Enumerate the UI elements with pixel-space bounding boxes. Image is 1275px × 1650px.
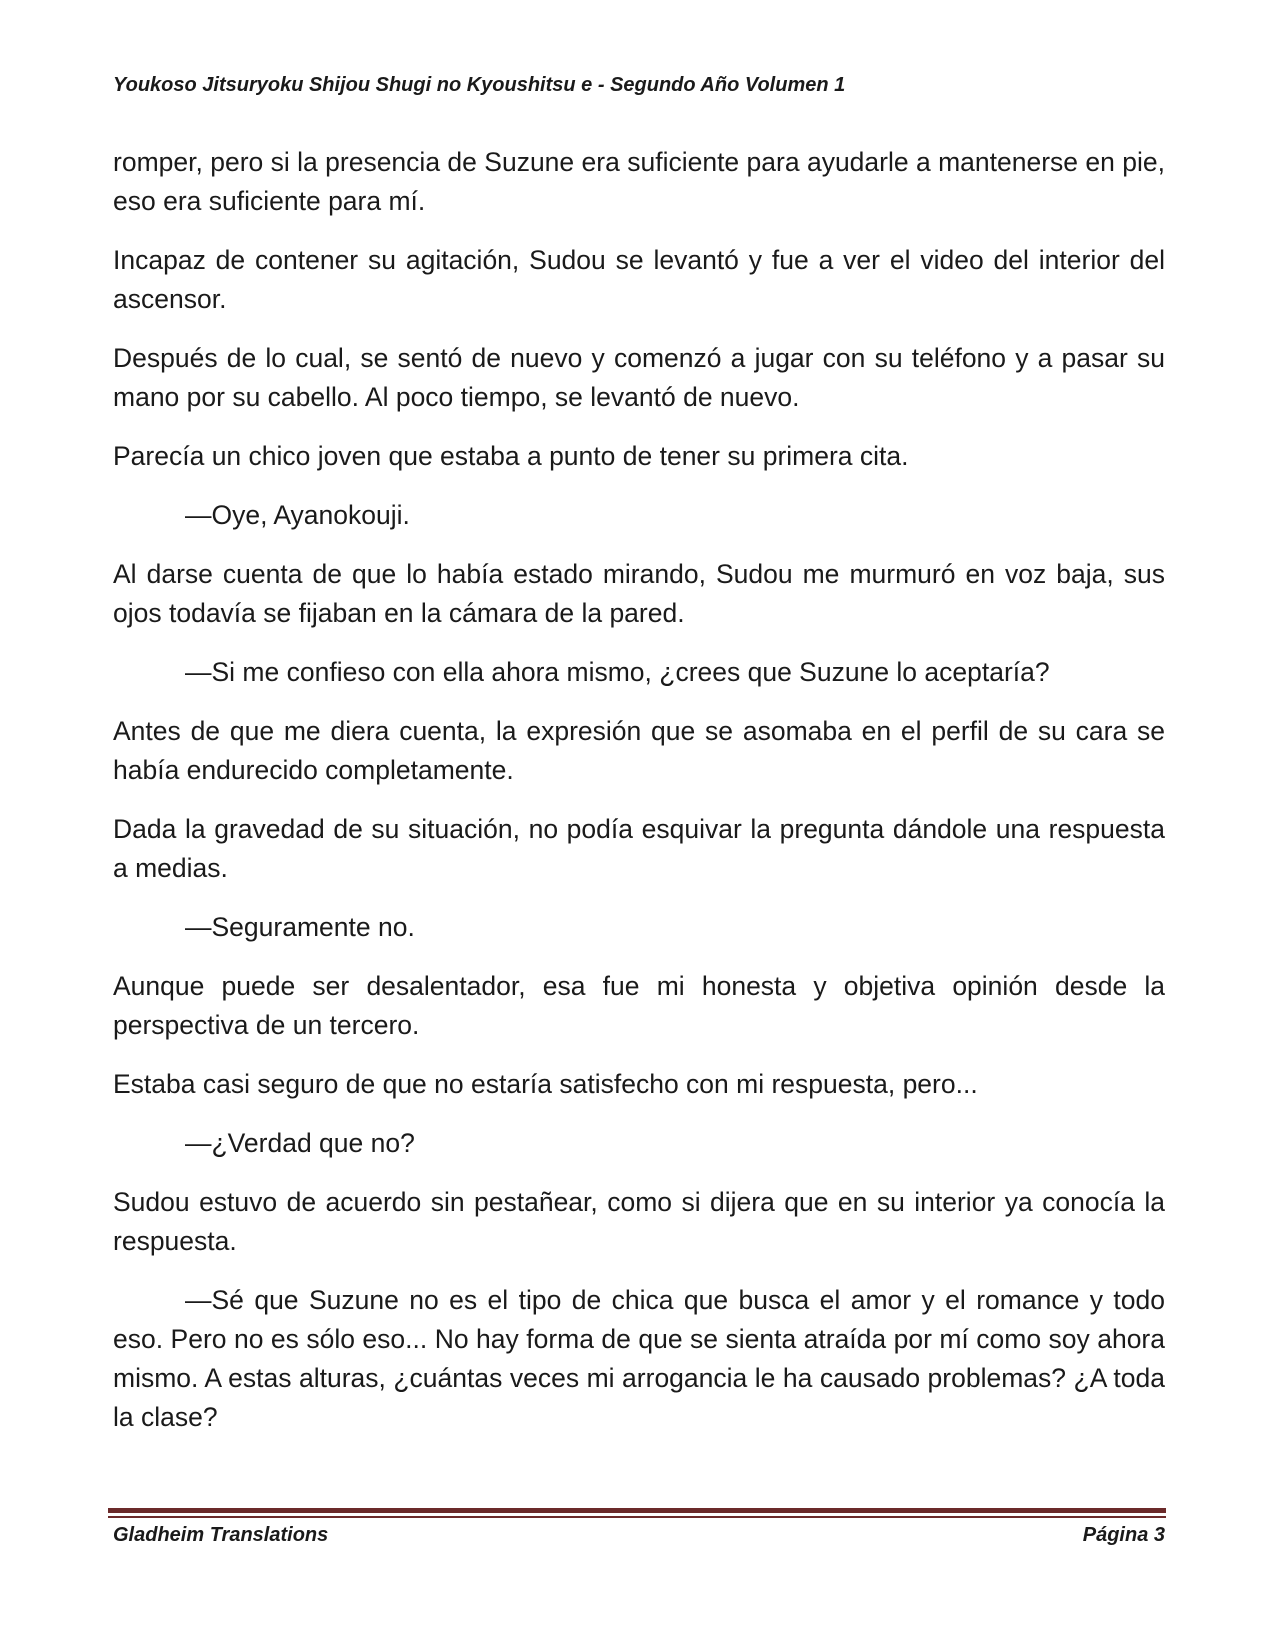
paragraph-2: Incapaz de contener su agitación, Sudou se levantó y fue a ver el video del interior del ascensor. bbox=[113, 245, 1165, 314]
dialogue-4: —¿Verdad que no? bbox=[185, 1128, 415, 1158]
dialogue-1: —Oye, Ayanokouji. bbox=[185, 500, 410, 530]
paragraph-5: Al darse cuenta de que lo había estado mirando, Sudou me murmuró en voz baja, sus ojos todavía se fijaban en la cámara de la pared. bbox=[113, 559, 1165, 628]
dialogue-3: —Seguramente no. bbox=[185, 912, 415, 942]
body-text bbox=[113, 143, 1165, 1457]
page-number: Página 3 bbox=[1082, 1524, 1165, 1546]
paragraph-7: Dada la gravedad de su situación, no podía esquivar la pregunta dándole una respuesta a medias. bbox=[113, 814, 1165, 883]
dialogue-5: —Sé que Suzune no es el tipo de chica que busca el amor y el romance y todo eso. Pero no es sólo eso... No hay forma de que se sienta atraída por mí como soy ahora mismo. A estas alturas, ¿cuántas veces mi arrogancia le ha causado problemas? ¿A toda la clase? bbox=[113, 1285, 1165, 1432]
paragraph-4: Parecía un chico joven que estaba a punto de tener su primera cita. bbox=[113, 441, 909, 471]
dialogue-2: —Si me confieso con ella ahora mismo, ¿crees que Suzune lo aceptaría? bbox=[185, 657, 1050, 687]
running-header: Youkoso Jitsuryoku Shijou Shugi no Kyoushitsu e - Segundo Año Volumen 1 bbox=[113, 74, 846, 96]
paragraph-6: Antes de que me diera cuenta, la expresión que se asomaba en el perfil de su cara se había endurecido completamente. bbox=[113, 716, 1165, 785]
footer-divider-thick bbox=[108, 1508, 1166, 1513]
paragraph-3: Después de lo cual, se sentó de nuevo y comenzó a jugar con su teléfono y a pasar su mano por su cabello. Al poco tiempo, se levantó de nuevo. bbox=[113, 343, 1165, 412]
paragraph-8: Aunque puede ser desalentador, esa fue mi honesta y objetiva opinión desde la perspectiva de un tercero. bbox=[113, 971, 1165, 1040]
paragraph-9: Estaba casi seguro de que no estaría satisfecho con mi respuesta, pero... bbox=[113, 1069, 978, 1099]
paragraph-1: romper, pero si la presencia de Suzune era suficiente para ayudarle a mantenerse en pie, eso era suficiente para mí. bbox=[113, 147, 1165, 216]
paragraph-10: Sudou estuvo de acuerdo sin pestañear, como si dijera que en su interior ya conocía la respuesta. bbox=[113, 1187, 1165, 1256]
footer-divider-thin bbox=[108, 1516, 1166, 1518]
footer-credit: Gladheim Translations bbox=[113, 1524, 329, 1546]
